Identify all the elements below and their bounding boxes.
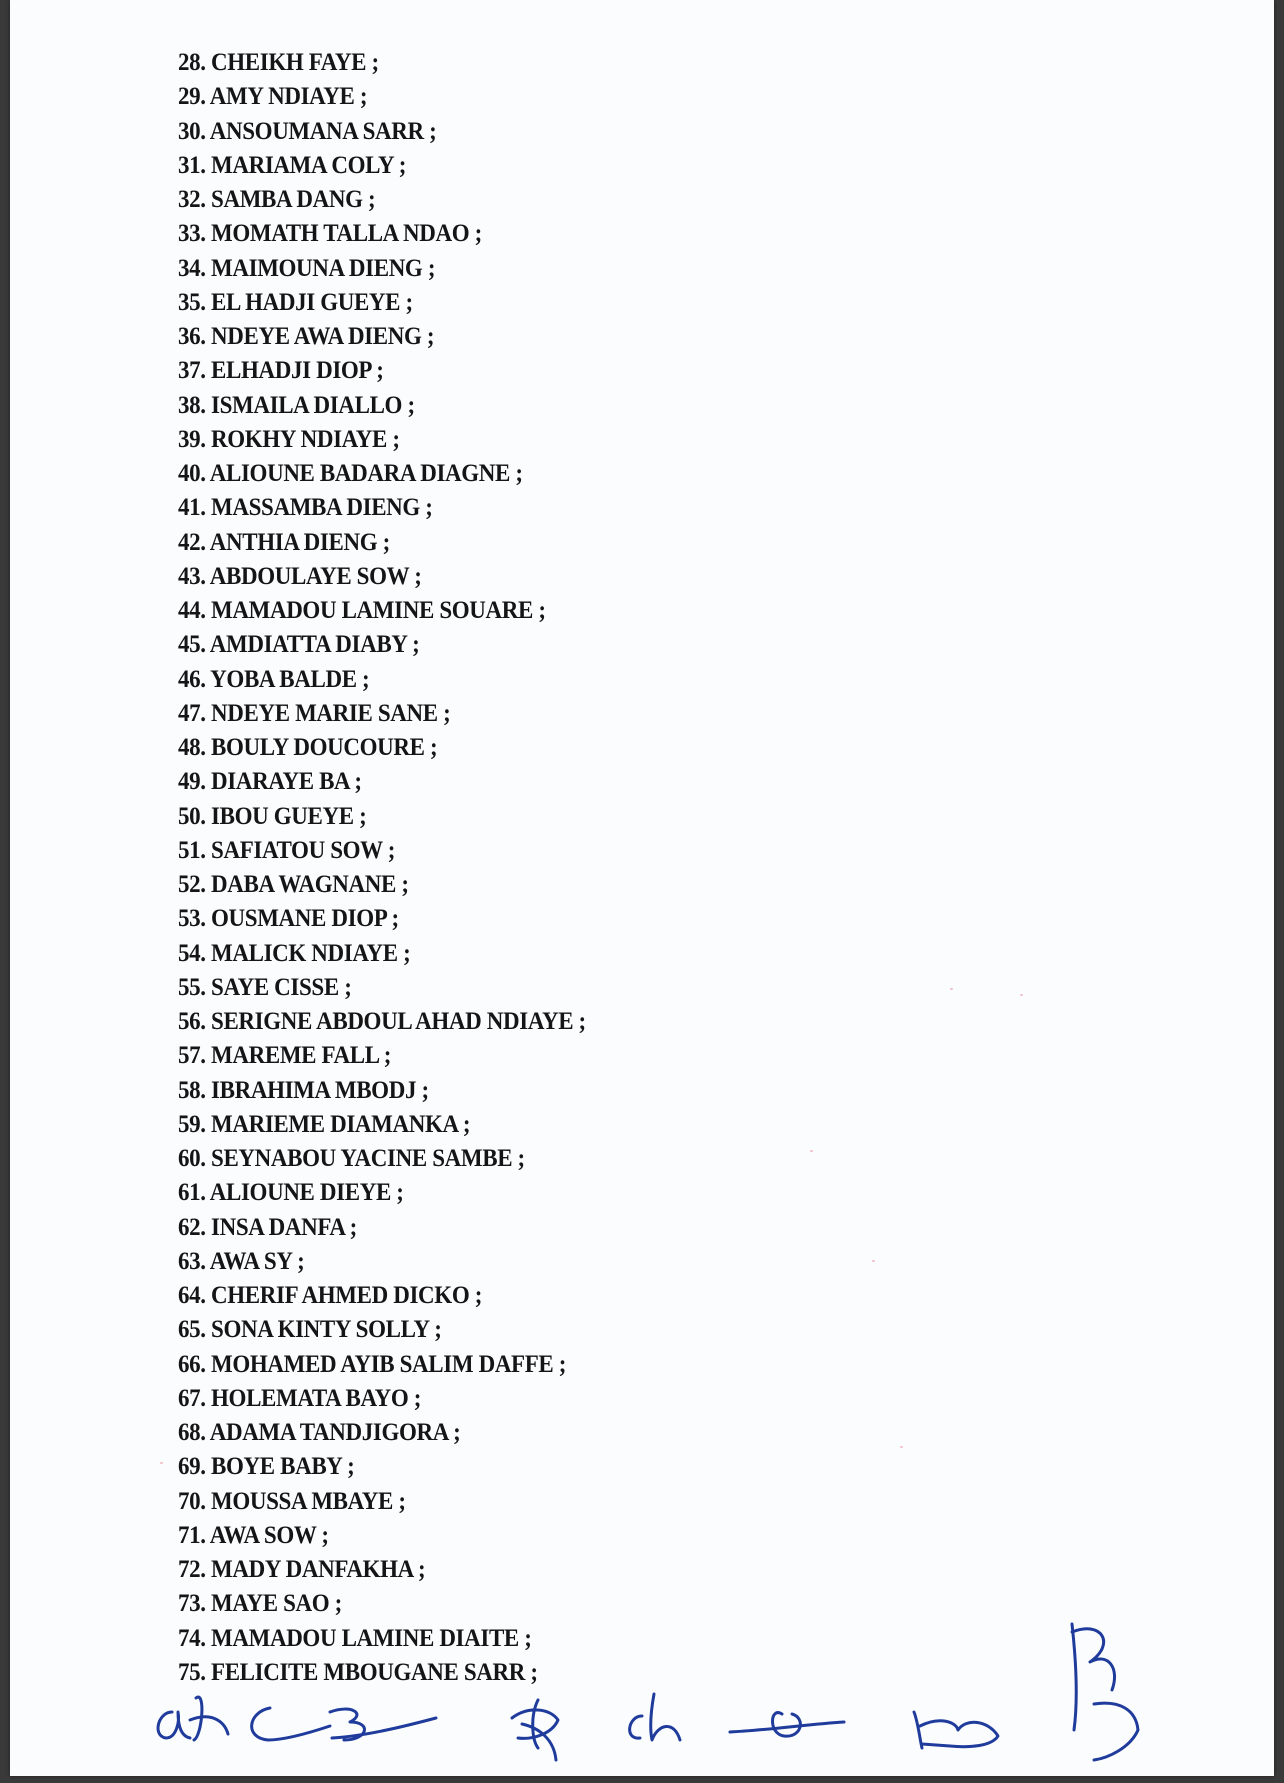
list-item: 75. FELICITE MBOUGANE SARR ; (178, 1658, 538, 1686)
list-item: 32. SAMBA DANG ; (178, 186, 376, 213)
signature-2 (190, 1697, 228, 1740)
list-item: 48. BOULY DOUCOURE ; (178, 734, 438, 761)
list-item: 33. MOMATH TALLA NDAO ; (178, 220, 482, 248)
list-item: 64. CHERIF AHMED DICKO ; (178, 1282, 483, 1309)
list-item: 67. HOLEMATA BAYO ; (178, 1384, 422, 1412)
list-item: 54. MALICK NDIAYE ; (178, 939, 411, 967)
list-item: 71. AWA SOW ; (178, 1521, 329, 1549)
list-item: 61. ALIOUNE DIEYE ; (178, 1179, 404, 1207)
list-item: 37. ELHADJI DIOP ; (178, 357, 384, 385)
list-item: 35. EL HADJI GUEYE ; (178, 288, 413, 316)
list-item: 65. SONA KINTY SOLLY ; (178, 1316, 442, 1344)
list-item: 45. AMDIATTA DIABY ; (178, 631, 420, 659)
paper-speck (872, 1260, 875, 1262)
list-item: 47. NDEYE MARIE SANE ; (178, 699, 451, 727)
list-item: 41. MASSAMBA DIENG ; (178, 494, 433, 522)
signature-5 (512, 1700, 558, 1760)
list-item: 38. ISMAILA DIALLO ; (178, 391, 415, 419)
list-item: 51. SAFIATOU SOW ; (178, 836, 396, 864)
list-item: 56. SERIGNE ABDOUL AHAD NDIAYE ; (178, 1008, 586, 1035)
signature-3 (252, 1708, 330, 1740)
signature-9 (1072, 1624, 1138, 1760)
list-item: 60. SEYNABOU YACINE SAMBE ; (178, 1145, 525, 1172)
list-item: 58. IBRAHIMA MBODJ ; (178, 1076, 429, 1104)
list-item: 63. AWA SY ; (178, 1247, 305, 1275)
list-item: 36. NDEYE AWA DIENG ; (178, 323, 435, 350)
paper-speck (950, 988, 953, 990)
list-item: 39. ROKHY NDIAYE ; (178, 425, 400, 453)
list-item: 70. MOUSSA MBAYE ; (178, 1487, 406, 1515)
list-item: 53. OUSMANE DIOP ; (178, 905, 399, 933)
list-item: 57. MAREME FALL ; (178, 1042, 392, 1070)
signature-4 (330, 1709, 436, 1740)
signature-6 (630, 1694, 680, 1740)
name-list (178, 46, 621, 1690)
list-item: 44. MAMADOU LAMINE SOUARE ; (178, 597, 546, 624)
signature-8 (914, 1712, 998, 1748)
list-item: 73. MAYE SAO ; (178, 1590, 342, 1618)
paper-speck (160, 1462, 163, 1464)
list-item: 62. INSA DANFA ; (178, 1213, 357, 1241)
signature-7 (730, 1713, 844, 1737)
paper-speck (1020, 994, 1023, 996)
list-item: 40. ALIOUNE BADARA DIAGNE ; (178, 460, 523, 487)
list-item: 34. MAIMOUNA DIENG ; (178, 254, 436, 282)
list-item: 72. MADY DANFAKHA ; (178, 1556, 426, 1583)
list-item: 28. CHEIKH FAYE ; (178, 49, 379, 76)
list-item: 29. AMY NDIAYE ; (178, 83, 368, 111)
paper-speck (900, 1446, 903, 1448)
document-page (10, 0, 1274, 1776)
list-item: 59. MARIEME DIAMANKA ; (178, 1110, 471, 1138)
list-item: 30. ANSOUMANA SARR ; (178, 117, 437, 145)
list-item: 42. ANTHIA DIENG ; (178, 528, 390, 556)
list-item: 55. SAYE CISSE ; (178, 973, 352, 1001)
list-item: 52. DABA WAGNANE ; (178, 871, 409, 898)
list-item: 50. IBOU GUEYE ; (178, 802, 367, 830)
list-item: 68. ADAMA TANDJIGORA ; (178, 1419, 461, 1446)
signature-1 (158, 1712, 190, 1738)
list-item: 46. YOBA BALDE ; (178, 665, 370, 693)
list-item: 43. ABDOULAYE SOW ; (178, 562, 422, 590)
list-item: 31. MARIAMA COLY ; (178, 151, 407, 179)
list-item: 69. BOYE BABY ; (178, 1453, 355, 1481)
paper-speck (810, 1150, 813, 1152)
list-item: 66. MOHAMED AYIB SALIM DAFFE ; (178, 1350, 567, 1378)
list-item: 49. DIARAYE BA ; (178, 768, 362, 796)
list-item: 74. MAMADOU LAMINE DIAITE ; (178, 1624, 532, 1652)
